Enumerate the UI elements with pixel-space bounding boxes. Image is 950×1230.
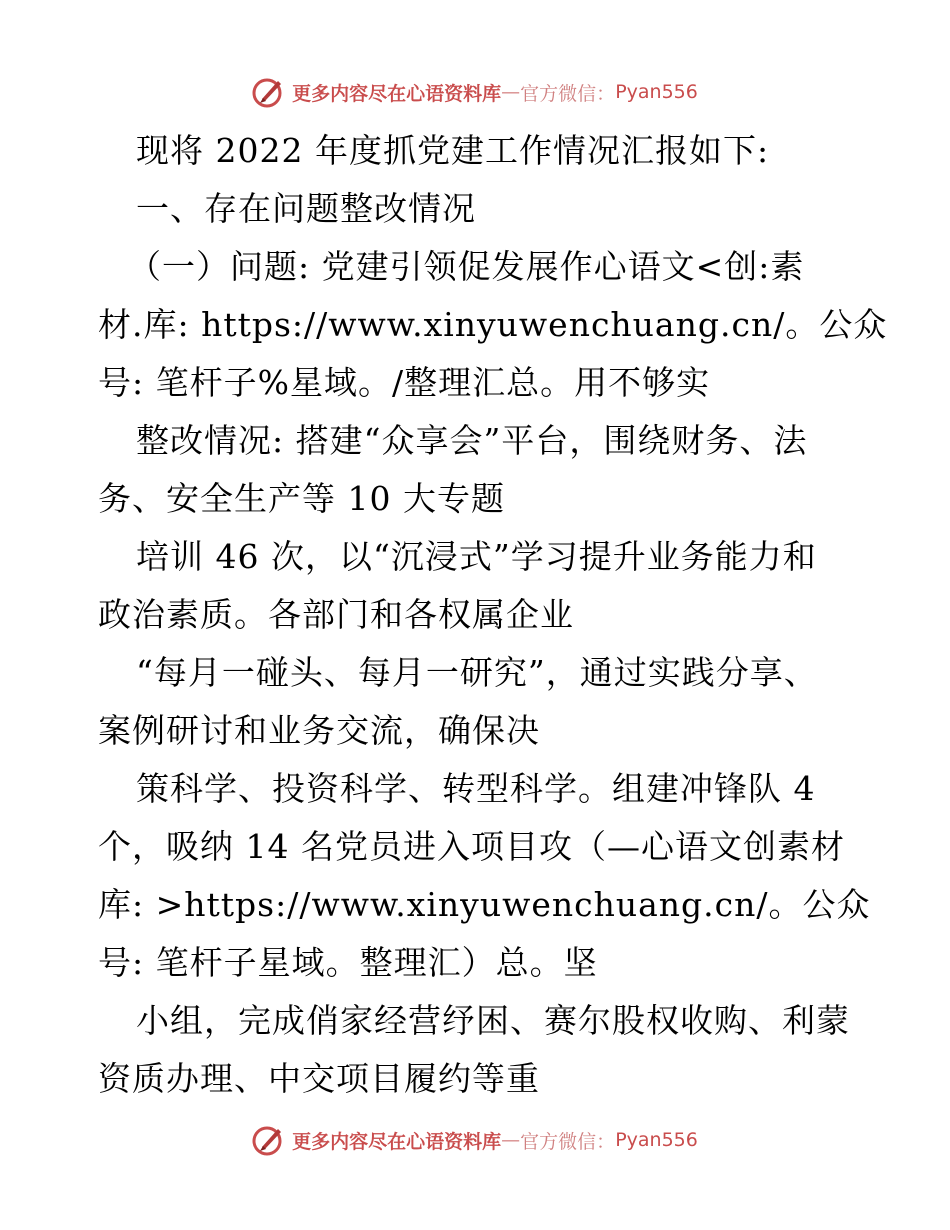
paragraph-line: 现将 2022 年度抓党建工作情况汇报如下: xyxy=(136,131,770,170)
paragraph-line: 材.库: https://www.xinyuwenchuang.cn/。公众 xyxy=(98,305,888,344)
watermark-main-text: 更多内容尽在心语资料库 xyxy=(292,82,502,105)
header-watermark xyxy=(0,72,950,112)
quill-circle-logo-icon xyxy=(252,1123,286,1157)
paragraph-line: 培训 46 次，以“沉浸式”学习提升业务能力和 xyxy=(136,537,817,576)
watermark-wechat-id: Pyan556 xyxy=(615,81,698,103)
watermark-main-text: 更多内容尽在心语资料库 xyxy=(292,1130,502,1153)
paragraph-line: 小组，完成俏家经营纾困、赛尔股权收购、利蒙 xyxy=(136,1001,850,1040)
paragraph-line: 资质办理、中交项目履约等重 xyxy=(98,1059,540,1098)
footer-watermark xyxy=(0,1120,950,1160)
paragraph-line: 个，吸纳 14 名党员进入项目攻（—心语文创素材 xyxy=(98,827,845,866)
watermark-separator: — xyxy=(501,81,521,103)
watermark-wechat-id: Pyan556 xyxy=(615,1129,698,1151)
paragraph-line: 库: >https://www.xinyuwenchuang.cn/。公众 xyxy=(98,885,871,924)
paragraph-line: 策科学、投资科学、转型科学。组建冲锋队 4 xyxy=(136,769,816,808)
paragraph-line: 务、安全生产等 10 大专题 xyxy=(98,479,505,518)
watermark-sub-text: 官方微信： xyxy=(520,1130,616,1153)
section-heading: 一、存在问题整改情况 xyxy=(136,189,476,228)
paragraph-line: 整改情况: 搭建“众享会”平台，围绕财务、法 xyxy=(136,421,808,460)
document-body xyxy=(98,122,888,1108)
paragraph-line: 案例研讨和业务交流，确保决 xyxy=(98,711,540,750)
paragraph-line: “每月一碰头、每月一研究”，通过实践分享、 xyxy=(136,653,818,692)
paragraph-line: 政治素质。各部门和各权属企业 xyxy=(98,595,574,634)
watermark-sub-text: 官方微信： xyxy=(520,82,616,105)
paragraph-line: （一）问题: 党建引领促发展作心语文<创:素 xyxy=(128,247,805,286)
paragraph-line: 号: 笔杆子星域。整理汇）总。坚 xyxy=(98,943,598,982)
watermark-separator: — xyxy=(501,1129,521,1151)
paragraph-line: 号: 笔杆子%星域。/整理汇总。用不够实 xyxy=(98,363,711,402)
quill-circle-logo-icon xyxy=(252,75,286,109)
